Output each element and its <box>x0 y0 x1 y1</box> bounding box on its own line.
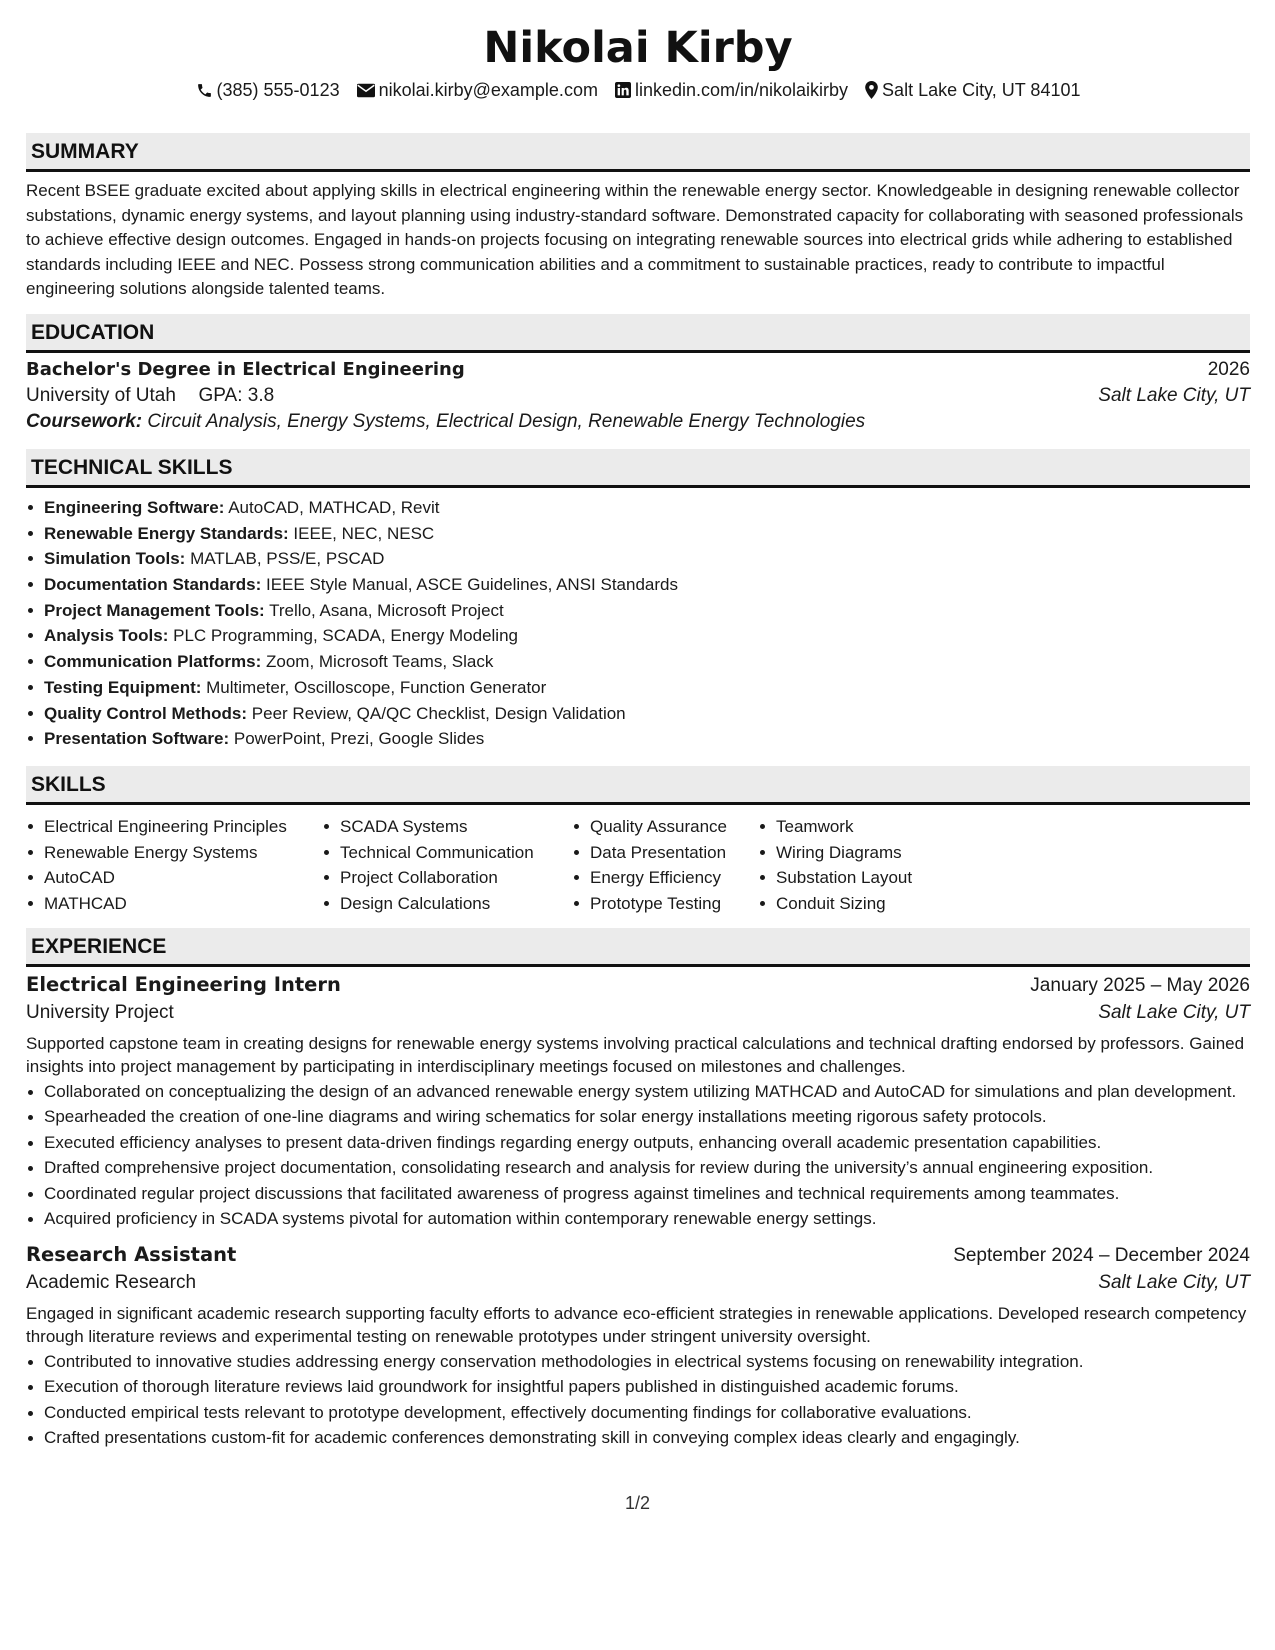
skill-category: Presentation Software: <box>44 729 230 749</box>
location-pin-icon <box>865 81 878 99</box>
list-item <box>44 572 1250 598</box>
skill-values: PowerPoint, Prezi, Google Slides <box>233 729 485 749</box>
list-item <box>44 675 1250 701</box>
resume-page <box>26 0 1250 1450</box>
list-item: SCADA Systems <box>340 814 572 840</box>
coursework-label: Coursework: <box>26 410 143 432</box>
job-1-org-row <box>26 1002 1250 1024</box>
contact-location <box>865 80 1080 101</box>
experience-heading: EXPERIENCE <box>26 928 1250 967</box>
skill-category: Documentation Standards: <box>44 575 262 595</box>
list-item: MATHCAD <box>44 891 322 917</box>
contact-phone <box>196 80 340 101</box>
contact-linkedin-text[interactable]: linkedin.com/in/nikolaikirby <box>634 79 849 100</box>
job-1-location: Salt Lake City, UT <box>1098 1001 1250 1023</box>
education-heading: EDUCATION <box>26 314 1250 353</box>
skills-column-4 <box>758 814 976 917</box>
email-icon <box>357 83 375 98</box>
list-item: Renewable Energy Systems <box>44 840 322 866</box>
list-item: Contributed to innovative studies addressing energy conservation methodologies in electrical systems focusing on renewability integration. <box>44 1350 1250 1374</box>
skills-grid <box>26 814 1250 917</box>
list-item: Conducted empirical tests relevant to prototype development, effectively documenting findings for collaborative evaluations. <box>44 1401 1250 1425</box>
skills-column-2 <box>322 814 572 917</box>
education-location: Salt Lake City, UT <box>1098 384 1250 406</box>
education-school-group <box>26 385 274 407</box>
skill-values: Zoom, Microsoft Teams, Slack <box>265 652 494 672</box>
list-item <box>44 701 1250 727</box>
skill-values: MATLAB, PSS/E, PSCAD <box>190 549 385 569</box>
list-item: Technical Communication <box>340 840 572 866</box>
summary-text: Recent BSEE graduate excited about applying skills in electrical engineering within the renewable energy sector. Knowledgeable in designing renewable collector substations, dynamic energy systems, and layout planning using industry-standard software. Demonstrated capacity for collaborating with seasoned professionals to achieve effective design outcomes. Engaged in hands-on projects focusing on integrating renewable sources into electrical grids while adhering to established standards including IEEE and NEC. Possess strong communication abilities and a commitment to sustainable practices, ready to contribute to impactful engineering solutions alongside talented teams. <box>26 181 1244 299</box>
list-item: Design Calculations <box>340 891 572 917</box>
list-item: Project Collaboration <box>340 865 572 891</box>
page-number: 1/2 <box>624 1493 651 1513</box>
contact-bar <box>26 78 1250 102</box>
contact-phone-text: (385) 555-0123 <box>216 79 340 100</box>
list-item: Executed efficiency analyses to present data-driven findings regarding energy outputs, enhancing overall academic presentation capabilities. <box>44 1131 1250 1155</box>
phone-icon <box>196 82 213 99</box>
summary-heading: SUMMARY <box>26 133 1250 172</box>
linkedin-icon <box>615 82 631 98</box>
job-2-title-row <box>26 1243 1250 1267</box>
list-item <box>44 521 1250 547</box>
skill-category: Engineering Software: <box>44 497 225 517</box>
skill-values: Peer Review, QA/QC Checklist, Design Validation <box>251 703 626 723</box>
list-item: Energy Efficiency <box>590 865 758 891</box>
list-item: Collaborated on conceptualizing the design of an advanced renewable energy system utilizing MATHCAD and AutoCAD for simulations and plan development. <box>44 1080 1250 1104</box>
skill-values: PLC Programming, SCADA, Energy Modeling <box>173 626 518 646</box>
education-year: 2026 <box>1207 358 1250 380</box>
list-item: Teamwork <box>776 814 976 840</box>
job-1-title: Electrical Engineering Intern <box>26 972 341 996</box>
list-item: Conduit Sizing <box>776 891 976 917</box>
skills-column-1 <box>26 814 322 917</box>
list-item <box>44 495 1250 521</box>
coursework-list: Circuit Analysis, Energy Systems, Electrical Design, Renewable Energy Technologies <box>147 410 866 432</box>
skill-values: IEEE, NEC, NESC <box>293 523 435 543</box>
contact-email[interactable] <box>357 80 598 101</box>
job-2-description: Engaged in significant academic research supporting faculty efforts to advance eco-efficient strategies in renewable applications. Developed research competency through literature reviews and experimental testing on renewable prototypes under stringent university oversight. <box>26 1303 1247 1347</box>
education-coursework <box>26 411 1250 433</box>
skill-values: AutoCAD, MATHCAD, Revit <box>228 497 440 517</box>
skill-category: Communication Platforms: <box>44 652 262 672</box>
candidate-name: Nikolai Kirby <box>483 23 793 73</box>
job-2-org: Academic Research <box>26 1271 197 1293</box>
contact-location-text: Salt Lake City, UT 84101 <box>882 79 1081 100</box>
job-2-bullets <box>26 1350 1250 1450</box>
list-item: Coordinated regular project discussions that facilitated awareness of progress against timelines and technical requirements among teammates. <box>44 1182 1250 1206</box>
list-item: Quality Assurance <box>590 814 758 840</box>
education-school: University of Utah <box>26 384 176 406</box>
contact-email-text[interactable]: nikolai.kirby@example.com <box>378 79 598 100</box>
list-item: AutoCAD <box>44 865 322 891</box>
job-1-bullets <box>26 1080 1250 1231</box>
list-item <box>44 649 1250 675</box>
job-2-org-row <box>26 1272 1250 1294</box>
education-degree: Bachelor's Degree in Electrical Engineering <box>26 358 465 380</box>
job-2-title: Research Assistant <box>26 1242 237 1266</box>
list-item <box>44 546 1250 572</box>
education-school-row <box>26 385 1250 407</box>
list-item: Execution of thorough literature reviews laid groundwork for insightful papers published in distinguished academic forums. <box>44 1375 1250 1399</box>
contact-linkedin[interactable] <box>615 80 848 101</box>
job-2-location: Salt Lake City, UT <box>1098 1271 1250 1293</box>
list-item <box>44 623 1250 649</box>
skill-category: Project Management Tools: <box>44 600 265 620</box>
list-item <box>44 726 1250 752</box>
skill-category: Quality Control Methods: <box>44 703 248 723</box>
list-item: Wiring Diagrams <box>776 840 976 866</box>
list-item: Substation Layout <box>776 865 976 891</box>
list-item: Acquired proficiency in SCADA systems pivotal for automation within contemporary renewable energy settings. <box>44 1207 1250 1231</box>
skill-values: Multimeter, Oscilloscope, Function Generator <box>206 677 547 697</box>
skills-heading: SKILLS <box>26 766 1250 805</box>
job-2-dates: September 2024 – December 2024 <box>953 1244 1250 1266</box>
list-item: Spearheaded the creation of one-line diagrams and wiring schematics for solar energy installations meeting rigorous safety protocols. <box>44 1105 1250 1129</box>
list-item <box>44 598 1250 624</box>
skill-category: Testing Equipment: <box>44 677 202 697</box>
technical-skills-heading: TECHNICAL SKILLS <box>26 449 1250 488</box>
skill-values: IEEE Style Manual, ASCE Guidelines, ANSI Standards <box>265 575 678 595</box>
list-item: Crafted presentations custom-fit for academic conferences demonstrating skill in conveying complex ideas clearly and engagingly. <box>44 1426 1250 1450</box>
list-item: Electrical Engineering Principles <box>44 814 322 840</box>
job-1-title-row <box>26 973 1250 997</box>
skill-values: Trello, Asana, Microsoft Project <box>269 600 504 620</box>
education-gpa: GPA: 3.8 <box>198 384 275 406</box>
list-item: Data Presentation <box>590 840 758 866</box>
skill-category: Simulation Tools: <box>44 549 186 569</box>
skill-category: Renewable Energy Standards: <box>44 523 289 543</box>
list-item: Prototype Testing <box>590 891 758 917</box>
job-1-org: University Project <box>26 1001 174 1023</box>
skill-category: Analysis Tools: <box>44 626 169 646</box>
job-1-dates: January 2025 – May 2026 <box>1030 974 1250 996</box>
technical-skills-list <box>26 495 1250 752</box>
job-1-description: Supported capstone team in creating designs for renewable energy systems involving practical calculations and technical drafting endorsed by professors. Gained insights into project management by participating in interdisciplinary meetings focused on milestones and challenges. <box>26 1033 1245 1077</box>
skills-column-3 <box>572 814 758 917</box>
list-item: Drafted comprehensive project documentation, consolidating research and analysis for review during the university’s annual engineering exposition. <box>44 1156 1250 1180</box>
education-degree-row <box>26 359 1250 381</box>
